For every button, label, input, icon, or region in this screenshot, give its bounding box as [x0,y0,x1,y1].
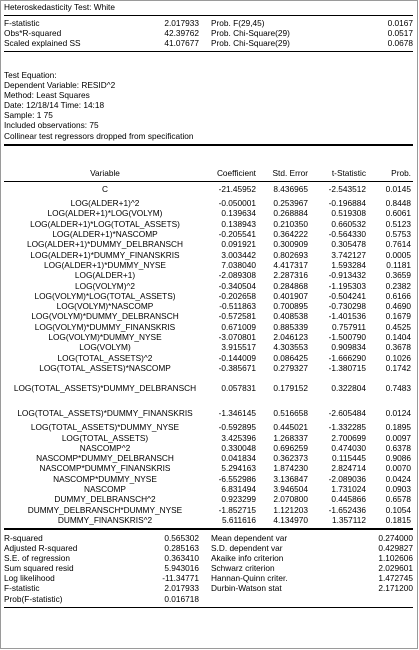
coef-t-statistic: -1.195303 [328,280,366,291]
coef-prob: 0.6061 [385,208,411,219]
header-variable: Variable [90,168,120,179]
coef-prob: 0.7483 [385,383,411,394]
coef-std-error: 0.802693 [273,249,308,260]
coef-variable: LOG(TOTAL_ASSETS)*DUMMY_NYSE [30,422,180,433]
header-top-rule [4,144,413,146]
stats-row [0,553,419,563]
coef-variable: NASCOMP^2 [79,442,131,453]
coef-t-statistic: -1.652436 [328,504,366,515]
stat-label: Akaike info criterion [211,553,284,564]
stat-label: S.D. dependent var [211,543,283,554]
coef-t-statistic: 1.357112 [332,514,366,525]
stat-label: Prob(F-statistic) [4,593,63,604]
stat-value: 1.102606 [378,553,413,564]
coef-prob: 0.0424 [385,473,411,484]
coef-value: 0.138943 [221,218,256,229]
coef-variable: LOG(ALDER+1)*DUMMY_NYSE [44,259,166,270]
coef-row [0,374,419,404]
coef-value: -0.050001 [218,198,256,209]
coef-t-statistic: -1.380715 [328,362,366,373]
coef-variable: LOG(ALDER+1)^2 [70,198,140,209]
coef-variable: LOG(TOTAL_ASSETS)*DUMMY_DELBRANSCH [13,383,197,394]
coef-value: 3.425396 [221,432,256,443]
coef-value: 0.091921 [221,239,256,250]
test-equation-info [4,70,414,141]
stat-value: 0.565302 [164,533,199,543]
coef-std-error: 0.401907 [273,290,308,301]
coef-prob: 0.0097 [385,432,411,443]
coef-row [0,404,419,423]
stat-label: S.E. of regression [4,553,70,564]
stats-row [0,573,419,583]
coef-std-error: 0.364222 [273,229,308,240]
coef-row [0,240,419,250]
stats-row [0,533,419,543]
stat-value: 2.029601 [378,563,413,574]
stat-label: R-squared [4,533,43,543]
coef-prob: 0.1054 [385,504,411,515]
coef-t-statistic: 0.519308 [331,208,366,219]
title-divider [4,15,413,16]
coef-prob: 0.0070 [385,463,411,474]
coef-variable: LOG(VOLYM)*DUMMY_NYSE [48,332,162,343]
coef-prob: 0.1181 [386,259,411,270]
coef-row [0,343,419,353]
coef-t-statistic: -2.605484 [328,407,366,418]
summary-label: Scaled explained SS [4,38,81,49]
stat-value: 0.274000 [378,533,413,543]
coef-std-error: 0.696259 [273,442,308,453]
summary-row [0,28,419,38]
coef-t-statistic: -2.089036 [328,473,366,484]
coef-variable: LOG(ALDER+1) [74,270,136,281]
coef-variable: LOG(VOLYM)*DUMMY_FINANSKRIS [34,321,176,332]
coef-prob: 0.1679 [385,311,411,322]
coef-row [0,516,419,526]
header-coefficient: Coefficient [216,168,256,179]
coef-t-statistic: -0.730298 [328,301,366,312]
coef-variable: DUMMY_DELBRANSCH*DUMMY_NYSE [27,504,183,515]
coef-variable: NASCOMP [84,484,126,495]
coef-row [0,495,419,505]
stat-value: 0.285163 [164,543,199,554]
coef-std-error: 1.874230 [273,463,308,474]
test-info-line: Dependent Variable: RESID^2 [4,80,116,91]
coef-std-error: 0.362373 [273,453,308,464]
coef-std-error: 1.268337 [273,432,308,443]
coef-variable: LOG(ALDER+1)*LOG(TOTAL_ASSETS) [30,218,180,229]
test-summary-table [0,18,419,48]
coef-t-statistic: -1.666290 [328,352,366,363]
coef-variable: LOG(VOLYM)^2 [75,280,135,291]
coef-value: -6.552986 [218,473,256,484]
summary-label: F-statistic [4,18,40,28]
coef-value: -0.592895 [218,422,256,433]
coef-variable: LOG(VOLYM) [79,342,131,353]
coef-t-statistic: 0.660532 [331,218,366,229]
coef-prob: 0.6578 [385,494,411,505]
coef-t-statistic: -0.564330 [328,229,366,240]
coef-variable: NASCOMP*DUMMY_FINANSKRIS [39,463,171,474]
coef-prob: 0.0145 [385,184,411,195]
summary-value: 42.39762 [164,28,199,39]
stat-value: 0.429827 [378,543,413,554]
coef-variable: LOG(ALDER+1)*DUMMY_FINANSKRIS [30,249,180,260]
coef-value: -0.572581 [218,311,256,322]
coef-t-statistic: -0.196884 [328,198,366,209]
coef-std-error: 0.253967 [273,198,308,209]
coef-t-statistic: -2.543512 [328,184,366,195]
test-info-line: Included observations: 75 [4,120,99,131]
summary-row [0,18,419,28]
coef-prob: 0.7614 [385,239,411,250]
test-info-line: Sample: 1 75 [4,110,53,121]
window-title: Heteroskedasticity Test: White [4,2,115,12]
coef-prob: 0.1742 [385,362,411,373]
coef-value: 0.041834 [221,453,256,464]
stat-label: Mean dependent var [211,533,288,543]
coef-std-error: 0.086425 [273,352,308,363]
header-std-error: Std. Error [272,168,308,179]
coef-variable: LOG(TOTAL_ASSETS)*DUMMY_FINANSKRIS [17,407,193,418]
coef-value: 0.923299 [221,494,256,505]
coef-value: 0.139634 [221,208,256,219]
coef-variable: DUMMY_FINANSKRIS^2 [57,514,153,525]
coef-std-error: 4.417317 [273,259,308,270]
test-info-line: Date: 12/18/14 Time: 14:18 [4,100,105,111]
summary-value: 41.07677 [164,38,199,49]
coef-prob: 0.3659 [385,270,411,281]
stat-value: 2.017933 [164,583,199,594]
coef-variable: LOG(TOTAL_ASSETS) [61,432,149,443]
summary-prob-value: 0.0167 [387,18,413,28]
summary-divider [4,51,413,52]
coef-row [0,464,419,474]
summary-prob-value: 0.0517 [387,28,413,39]
coef-std-error: 2.070800 [273,494,308,505]
coef-prob: 0.4525 [385,321,411,332]
coef-t-statistic: 0.115445 [332,453,366,464]
coef-variable: LOG(VOLYM)*LOG(TOTAL_ASSETS) [34,290,176,301]
coef-value: -1.852715 [218,504,256,515]
stat-value: 5.943016 [164,563,199,574]
coef-prob: 0.5123 [385,218,411,229]
coef-std-error: 0.516658 [273,407,308,418]
coef-prob: 0.3678 [385,342,411,353]
stats-bottom-rule [4,607,413,608]
test-info-line: Collinear test regressors dropped from specification [4,130,194,141]
coef-prob: 0.1895 [385,422,411,433]
coef-t-statistic: 0.305478 [331,239,366,250]
coef-variable: NASCOMP*DUMMY_NYSE [53,473,157,484]
coef-std-error: 4.134970 [273,514,308,525]
coef-value: 7.038040 [221,259,256,270]
coef-prob: 0.0903 [385,484,411,495]
stat-label: Schwarz criterion [211,563,275,574]
coef-row [0,364,419,374]
coef-value: -1.346145 [218,407,256,418]
stat-label: Adjusted R-squared [4,543,78,554]
coef-row [0,271,419,281]
stat-value: -11.34771 [162,573,199,584]
coef-std-error: 0.268884 [273,208,308,219]
coef-std-error: 0.445021 [273,422,308,433]
coef-row [0,181,419,199]
stat-label: Sum squared resid [4,563,74,574]
coef-t-statistic: -0.504241 [328,290,366,301]
coef-t-statistic: 3.742127 [331,249,366,260]
coef-value: 3.003442 [221,249,256,260]
coef-variable: C [102,184,108,195]
coef-value: -0.385671 [218,362,256,373]
coef-std-error: 3.946504 [273,484,308,495]
stats-row [0,594,419,604]
coef-std-error: 2.287316 [273,270,308,281]
coef-t-statistic: -1.500790 [328,332,366,343]
coef-std-error: 3.136847 [273,473,308,484]
coef-t-statistic: 0.474030 [331,442,366,453]
coef-value: -3.070801 [218,332,256,343]
coef-value: 6.831494 [221,484,256,495]
coef-value: -0.144009 [218,352,256,363]
coef-std-error: 4.303553 [273,342,308,353]
coef-t-statistic: -0.913432 [328,270,366,281]
coef-t-statistic: 1.593284 [331,259,366,270]
summary-prob-value: 0.0678 [387,38,413,49]
coef-variable: LOG(ALDER+1)*LOG(VOLYM) [47,208,163,219]
coef-value: 0.057831 [221,383,256,394]
coef-prob: 0.0124 [385,407,411,418]
coef-variable: LOG(TOTAL_ASSETS)*NASCOMP [39,362,171,373]
coef-variable: DUMMY_DELBRANSCH^2 [54,494,156,505]
header-prob: Prob. [391,168,411,179]
stats-row [0,543,419,553]
stat-value: 0.363410 [164,553,199,564]
coef-value: -0.202658 [218,290,256,301]
coef-variable: LOG(VOLYM)*DUMMY_DELBRANSCH [31,311,179,322]
coef-prob: 0.1026 [385,352,411,363]
coef-value: -0.511863 [219,301,256,312]
summary-label: Obs*R-squared [4,28,62,39]
coef-variable: LOG(VOLYM)*NASCOMP [56,301,154,312]
coef-t-statistic: 0.445866 [331,494,366,505]
coef-prob: 0.9086 [385,453,411,464]
header-bottom-rule [4,181,413,182]
coef-prob: 0.4690 [385,301,411,312]
coef-std-error: 0.700895 [273,301,308,312]
stat-label: Hannan-Quinn criter. [211,573,288,584]
stat-label [211,594,331,604]
summary-value: 2.017933 [164,18,199,28]
coef-t-statistic: 2.824714 [331,463,366,474]
coef-prob: 0.6166 [385,290,411,301]
coef-std-error: 0.279327 [273,362,308,373]
coef-std-error: 0.885339 [273,321,308,332]
stat-label: Durbin-Watson stat [211,583,282,594]
coef-header-row [0,167,419,181]
coef-t-statistic: 1.731024 [331,484,366,495]
coef-value: 5.611616 [222,514,256,525]
stat-value: 2.171200 [378,583,413,594]
coef-variable: LOG(ALDER+1)*DUMMY_DELBRANSCH [26,239,184,250]
coef-value: -0.340504 [218,280,256,291]
coefficient-table [0,167,419,526]
test-info-line: Method: Least Squares [4,90,90,101]
coef-variable: LOG(TOTAL_ASSETS)^2 [57,352,153,363]
coef-prob: 0.0005 [385,249,411,260]
coef-value: 3.915517 [221,342,256,353]
coef-std-error: 8.436965 [273,184,308,195]
table-bottom-rule [4,528,413,530]
header-t-statistic: t-Statistic [331,168,366,179]
coef-std-error: 0.210350 [273,218,308,229]
stat-label: Log likelihood [4,573,55,584]
coef-std-error: 0.179152 [273,383,308,394]
stat-value: 1.472745 [378,573,413,584]
coef-std-error: 1.121203 [273,504,308,515]
coef-variable: LOG(ALDER+1)*NASCOMP [52,229,158,240]
coef-variable: NASCOMP*DUMMY_DELBRANSCH [36,453,174,464]
coef-t-statistic: 2.700699 [331,432,366,443]
coef-std-error: 0.408538 [273,311,308,322]
stat-label: F-statistic [4,583,40,594]
summary-prob-label: Prob. Chi-Square(29) [211,38,290,49]
coef-row [0,423,419,433]
coef-prob: 0.1815 [385,514,411,525]
coef-value: -2.089308 [218,270,256,281]
coef-value: 0.330048 [221,442,256,453]
coef-value: 5.294163 [221,463,256,474]
stats-row [0,583,419,593]
stats-row [0,563,419,573]
regression-stats-table [0,533,419,604]
coef-t-statistic: 0.757911 [332,321,366,332]
coef-value: -0.205541 [218,229,256,240]
coef-value: -21.45952 [218,184,256,195]
coef-t-statistic: 0.909834 [331,342,366,353]
coef-prob: 0.5753 [385,229,411,240]
coef-t-statistic: 0.322804 [331,383,366,394]
summary-prob-label: Prob. Chi-Square(29) [211,28,290,39]
stat-value [331,594,413,604]
summary-prob-label: Prob. F(29,45) [211,18,265,28]
coef-prob: 0.2382 [385,280,411,291]
coef-value: 0.671009 [221,321,256,332]
coef-t-statistic: -1.332285 [328,422,366,433]
summary-row [0,38,419,48]
coef-prob: 0.8448 [385,198,411,209]
coef-std-error: 0.300909 [273,239,308,250]
coef-std-error: 0.284868 [273,280,308,291]
stat-value: 0.016718 [164,593,199,604]
coef-prob: 0.1404 [385,332,411,343]
test-info-line: Test Equation: [4,70,57,80]
coef-std-error: 2.046123 [273,332,308,343]
coef-prob: 0.6378 [385,442,411,453]
coef-t-statistic: -1.401536 [328,311,366,322]
